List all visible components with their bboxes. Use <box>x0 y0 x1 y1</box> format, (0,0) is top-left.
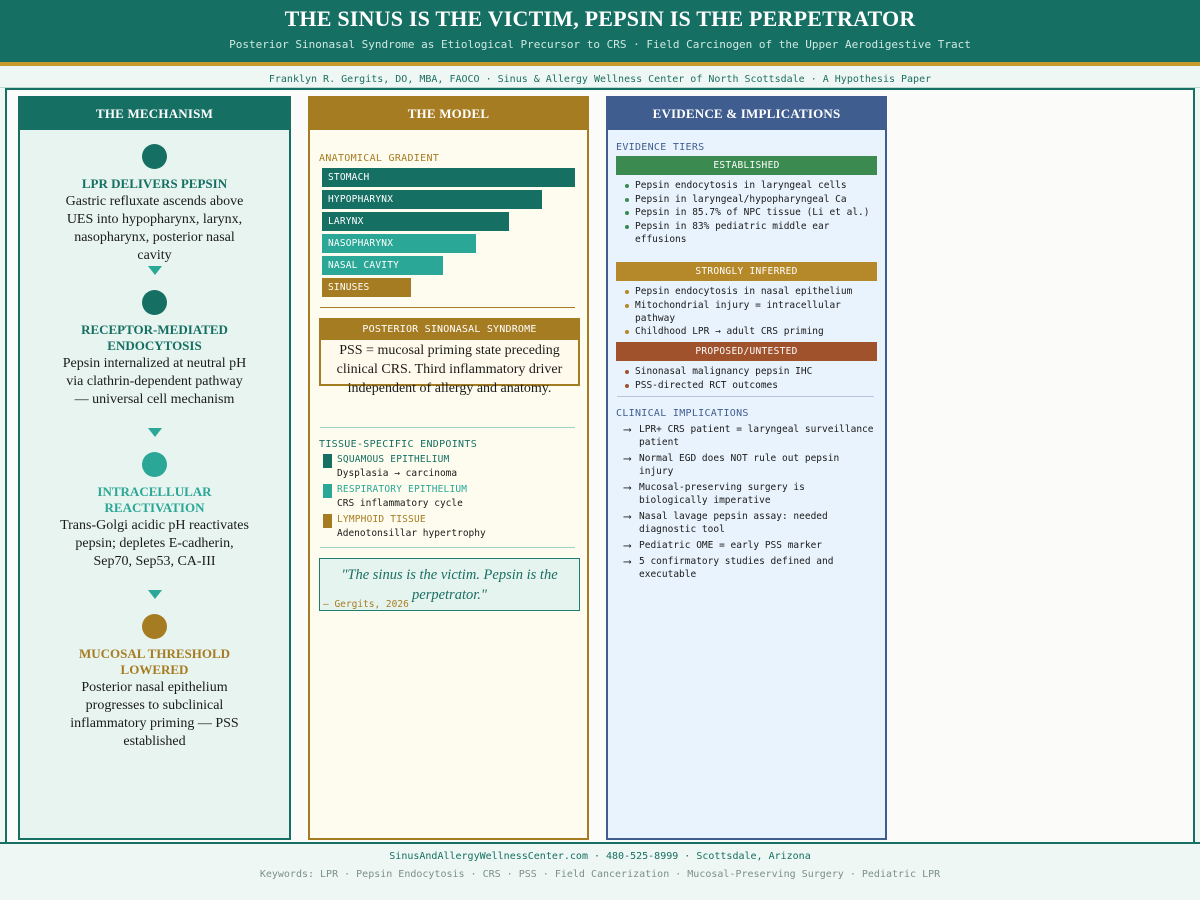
step-title: MUCOSAL THRESHOLD LOWERED <box>78 646 231 677</box>
list-item-text: PSS-directed RCT outcomes <box>635 379 778 391</box>
model-panel <box>308 96 589 840</box>
step-arrow-icon <box>148 428 162 437</box>
endpoints-label: TISSUE-SPECIFIC ENDPOINTS <box>319 439 478 450</box>
endpoint-desc: Dysplasia → carcinoma <box>337 468 458 479</box>
step-marker-icon <box>142 144 167 169</box>
list-item <box>624 325 874 338</box>
step-arrow-icon <box>148 590 162 599</box>
quote-box <box>319 558 580 611</box>
gradient-bar-label: SINUSES <box>328 282 370 293</box>
gradient-bar-label: STOMACH <box>328 172 370 183</box>
list-item <box>624 510 874 536</box>
list-item-text: Normal EGD does NOT rule out pepsin injury <box>639 453 840 477</box>
endpoint-desc: Adenotonsillar hypertrophy <box>337 528 486 539</box>
implications-label: CLINICAL IMPLICATIONS <box>616 408 749 419</box>
endpoint-name: RESPIRATORY EPITHELIUM <box>337 484 468 495</box>
divider <box>320 427 575 428</box>
arrow-right-icon: ⟶ <box>624 423 631 436</box>
evidence-heading: EVIDENCE & IMPLICATIONS <box>608 98 885 130</box>
list-item <box>624 179 874 192</box>
list-item-text: Pepsin endocytosis in nasal epithelium <box>635 286 853 297</box>
gradient-bar <box>322 256 443 275</box>
keywords-line: Keywords: LPR · Pepsin Endocytosis · CRS · PSS · Field Cancerization · Mucosal-Preserving Surgery · Pediatric LPR <box>259 869 941 880</box>
tiers-label: EVIDENCE TIERS <box>616 142 705 153</box>
divider <box>320 547 575 548</box>
list-item <box>624 193 874 206</box>
gradient-label: ANATOMICAL GRADIENT <box>319 153 440 164</box>
step-title: INTRACELLULAR REACTIVATION <box>97 484 212 515</box>
list-item <box>624 423 874 449</box>
list-item <box>624 555 874 581</box>
step-arrow-icon <box>148 266 162 275</box>
bullet-icon <box>625 384 629 388</box>
bullet-icon <box>625 198 629 202</box>
mechanism-step-3 <box>20 452 289 571</box>
list-item <box>624 285 874 298</box>
endpoint-swatch <box>323 514 332 528</box>
step-marker-icon <box>142 290 167 315</box>
list-item-text: Pediatric OME = early PSS marker <box>639 540 823 551</box>
list-item <box>624 206 874 219</box>
list-item-text: Pepsin in 83% pediatric middle ear effusions <box>635 220 830 245</box>
arrow-right-icon: ⟶ <box>624 481 631 494</box>
list-item <box>624 452 874 478</box>
gradient-bar <box>322 234 476 253</box>
list-item <box>624 379 874 392</box>
arrow-right-icon: ⟶ <box>624 452 631 465</box>
gradient-bar <box>322 190 542 209</box>
gradient-bar <box>322 212 509 231</box>
arrow-right-icon: ⟶ <box>624 539 631 552</box>
endpoint-name: SQUAMOUS EPITHELIUM <box>337 454 450 465</box>
list-item-text: Mucosal-preserving surgery is biologically imperative <box>639 482 805 506</box>
list-item-text: Childhood LPR → adult CRS priming <box>635 326 824 337</box>
model-heading: THE MODEL <box>310 98 587 130</box>
step-marker-icon <box>142 452 167 477</box>
list-item <box>624 220 874 246</box>
list-item-text: 5 confirmatory studies defined and executable <box>639 556 834 580</box>
bullet-icon <box>625 370 629 374</box>
tier-established-list <box>624 179 874 246</box>
header-banner <box>0 0 1200 62</box>
gradient-bar-label: NASAL CAVITY <box>328 260 400 271</box>
list-item-text: Nasal lavage pepsin assay: needed diagnostic tool <box>639 511 828 535</box>
pss-box <box>319 318 580 396</box>
divider <box>320 307 575 308</box>
list-item <box>624 299 874 325</box>
arrow-right-icon: ⟶ <box>624 555 631 568</box>
tier-proposed-list <box>624 365 874 392</box>
author-byline: Franklyn R. Gergits, DO, MBA, FAOCO · Sinus & Allergy Wellness Center of North Scottsdale · A Hypothesis Paper <box>0 66 1200 88</box>
list-item-text: Pepsin in laryngeal/hypopharyngeal Ca <box>635 193 847 205</box>
endpoint-swatch <box>323 454 332 468</box>
mechanism-panel <box>18 96 291 840</box>
list-item-text: Sinonasal malignancy pepsin IHC <box>635 366 813 377</box>
bullet-icon <box>625 304 629 308</box>
bullet-icon <box>625 184 629 188</box>
mechanism-step-2 <box>20 290 289 409</box>
step-body: Trans-Golgi acidic pH reactivates pepsin; depletes E-cadherin, Sep70, Sep53, CA-III <box>60 518 249 569</box>
step-title: LPR DELIVERS PEPSIN <box>81 176 228 191</box>
pss-body: PSS = mucosal priming state preceding clinical CRS. Third inflammatory driver independent of allergy and anatomy. <box>336 343 563 396</box>
divider <box>617 396 874 397</box>
list-item <box>624 539 874 552</box>
list-item-text: Mitochondrial injury = intracellular pathway <box>635 299 841 324</box>
step-body: Posterior nasal epithelium progresses to subclinical inflammatory priming — PSS established <box>70 680 239 749</box>
gradient-bar <box>322 168 575 187</box>
gradient-bar-label: HYPOPHARYNX <box>328 194 394 205</box>
quote-attribution: — Gergits, 2026 <box>323 599 409 610</box>
bullet-icon <box>625 290 629 294</box>
bullet-icon <box>625 211 629 215</box>
endpoint-swatch <box>323 484 332 498</box>
mechanism-step-4 <box>20 614 289 751</box>
list-item-text: Pepsin in 85.7% of NPC tissue (Li et al.) <box>635 207 870 218</box>
gradient-bar-label: NASOPHARYNX <box>328 238 394 249</box>
pss-title: POSTERIOR SINONASAL SYNDROME <box>321 320 578 340</box>
tier-inferred-list <box>624 285 874 339</box>
arrow-right-icon: ⟶ <box>624 510 631 523</box>
gradient-bar <box>322 278 411 297</box>
step-marker-icon <box>142 614 167 639</box>
endpoint-name: LYMPHOID TISSUE <box>337 514 426 525</box>
step-body: Pepsin internalized at neutral pH via clathrin-dependent pathway — universal cell mechanism <box>62 356 247 407</box>
tier-established: ESTABLISHED <box>616 156 877 175</box>
mechanism-heading: THE MECHANISM <box>20 98 289 130</box>
step-body: Gastric refluxate ascends above UES into hypopharynx, larynx, nasopharynx, posterior nasal cavity <box>65 194 244 263</box>
bullet-icon <box>625 330 629 334</box>
tier-proposed: PROPOSED/UNTESTED <box>616 342 877 361</box>
bullet-icon <box>625 225 629 229</box>
list-item <box>624 481 874 507</box>
evidence-panel <box>606 96 887 840</box>
list-item-text: Pepsin endocytosis in laryngeal cells <box>635 180 847 191</box>
list-item <box>624 365 874 378</box>
implications-list <box>624 423 874 584</box>
list-item-text: LPR+ CRS patient = laryngeal surveillance patient <box>639 424 874 448</box>
page-subtitle: Posterior Sinonasal Syndrome as Etiological Precursor to CRS · Field Carcinogen of the Upper Aerodigestive Tract <box>229 38 971 51</box>
page-title: THE SINUS IS THE VICTIM, PEPSIN IS THE PERPETRATOR <box>284 6 916 31</box>
contact-line: SinusAndAllergyWellnessCenter.com · 480-525-8999 · Scottsdale, Arizona <box>389 851 811 862</box>
gradient-bar-label: LARYNX <box>328 216 364 227</box>
pull-quote: "The sinus is the victim. Pepsin is the perpetrator." <box>341 567 558 603</box>
mechanism-step-1 <box>20 144 289 265</box>
footer <box>0 844 1200 900</box>
step-title: RECEPTOR-MEDIATED ENDOCYTOSIS <box>81 322 228 353</box>
tier-strongly-inferred: STRONGLY INFERRED <box>616 262 877 281</box>
endpoint-desc: CRS inflammatory cycle <box>337 498 463 509</box>
